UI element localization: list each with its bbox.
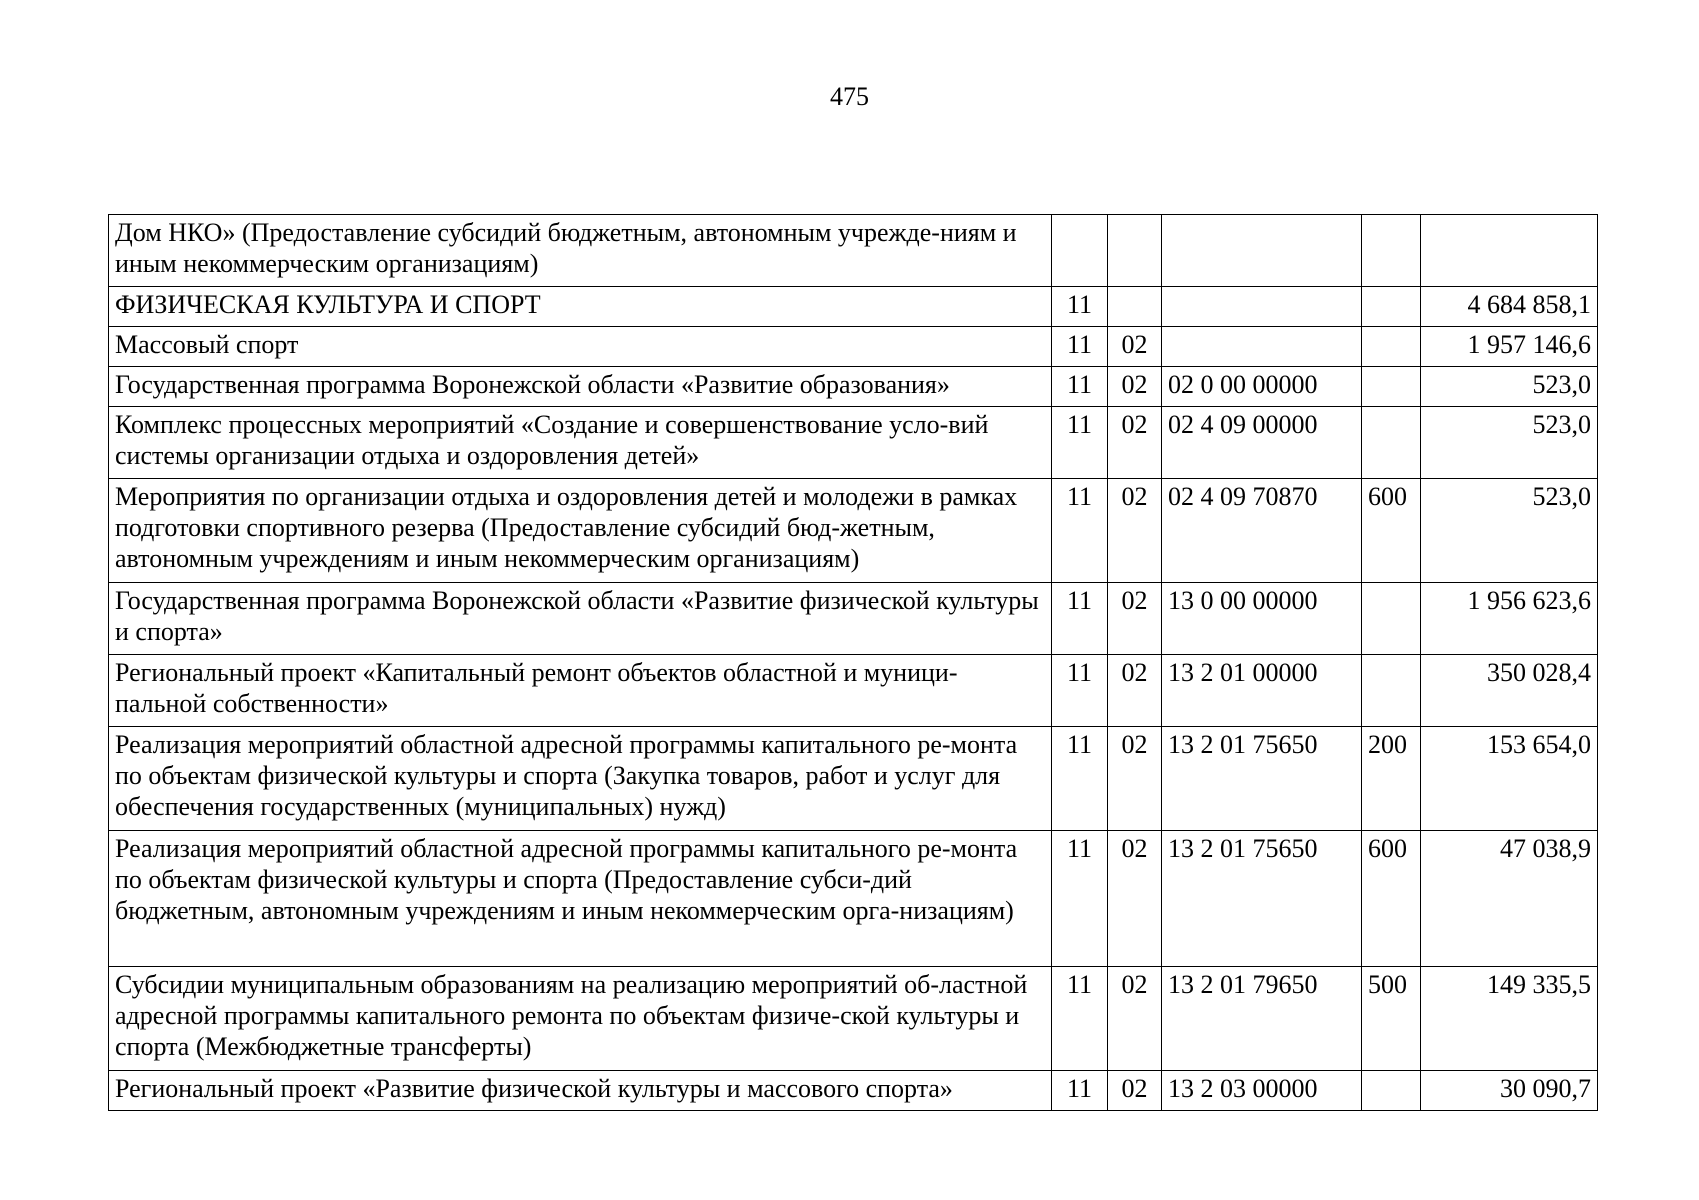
- row-amount-cell: 1 956 623,6: [1421, 583, 1598, 655]
- row-target-article-cell: 13 2 01 00000: [1162, 655, 1362, 727]
- row-target-article-cell: 13 2 01 75650: [1162, 727, 1362, 831]
- row-expense-type-cell: [1362, 1071, 1421, 1111]
- table-row: [109, 1071, 1598, 1111]
- row-subsection-code-cell: 02: [1108, 479, 1162, 583]
- row-expense-type-cell: [1362, 655, 1421, 727]
- row-name-cell: Дом НКО» (Предоставление субсидий бюджетным, автономным учрежде-ниям и иным некоммерческим организациям): [109, 215, 1052, 287]
- row-section-code-cell: [1052, 215, 1108, 287]
- row-subsection-code-cell: 02: [1108, 967, 1162, 1071]
- row-amount-cell: [1421, 215, 1598, 287]
- row-target-article-cell: [1162, 215, 1362, 287]
- table-row: [109, 407, 1598, 479]
- row-amount-cell: 4 684 858,1: [1421, 287, 1598, 327]
- row-name-cell: Мероприятия по организации отдыха и оздоровления детей и молодежи в рамках подготовки спортивного резерва (Предоставление субсидий бюд-жетным, автономным учреждениям и иным некоммерческим организациям): [109, 479, 1052, 583]
- row-subsection-code-cell: 02: [1108, 831, 1162, 967]
- row-amount-cell: 523,0: [1421, 407, 1598, 479]
- row-section-code-cell: 11: [1052, 831, 1108, 967]
- row-subsection-code-cell: 02: [1108, 583, 1162, 655]
- row-target-article-cell: 02 0 00 00000: [1162, 367, 1362, 407]
- row-amount-cell: 523,0: [1421, 479, 1598, 583]
- budget-table: [108, 214, 1598, 1111]
- row-expense-type-cell: [1362, 287, 1421, 327]
- row-name-cell: Комплекс процессных мероприятий «Создание и совершенствование усло-вий системы организации отдыха и оздоровления детей»: [109, 407, 1052, 479]
- row-target-article-cell: 13 2 01 79650: [1162, 967, 1362, 1071]
- row-section-code-cell: 11: [1052, 479, 1108, 583]
- table-row: [109, 215, 1598, 287]
- row-target-article-cell: 13 0 00 00000: [1162, 583, 1362, 655]
- row-expense-type-cell: [1362, 327, 1421, 367]
- row-subsection-code-cell: 02: [1108, 655, 1162, 727]
- row-name-cell: Государственная программа Воронежской области «Развитие физической культуры и спорта»: [109, 583, 1052, 655]
- row-subsection-code-cell: 02: [1108, 327, 1162, 367]
- budget-table-body: [109, 215, 1598, 1111]
- row-section-code-cell: 11: [1052, 967, 1108, 1071]
- row-section-code-cell: 11: [1052, 407, 1108, 479]
- row-amount-cell: 149 335,5: [1421, 967, 1598, 1071]
- row-amount-cell: 350 028,4: [1421, 655, 1598, 727]
- row-section-code-cell: 11: [1052, 367, 1108, 407]
- row-expense-type-cell: [1362, 367, 1421, 407]
- row-section-code-cell: 11: [1052, 1071, 1108, 1111]
- table-row: [109, 655, 1598, 727]
- row-name-cell: Массовый спорт: [109, 327, 1052, 367]
- table-row: [109, 287, 1598, 327]
- row-subsection-code-cell: [1108, 287, 1162, 327]
- row-subsection-code-cell: 02: [1108, 407, 1162, 479]
- table-row: [109, 479, 1598, 583]
- row-amount-cell: 30 090,7: [1421, 1071, 1598, 1111]
- row-amount-cell: 153 654,0: [1421, 727, 1598, 831]
- row-expense-type-cell: 200: [1362, 727, 1421, 831]
- row-amount-cell: 523,0: [1421, 367, 1598, 407]
- row-section-code-cell: 11: [1052, 287, 1108, 327]
- row-subsection-code-cell: 02: [1108, 1071, 1162, 1111]
- row-subsection-code-cell: [1108, 215, 1162, 287]
- table-row: [109, 727, 1598, 831]
- row-name-cell: Реализация мероприятий областной адресной программы капитального ре-монта по объектам физической культуры и спорта (Предоставление субси-дий бюджетным, автономным учреждениям и иным некоммерческим орга-низациям): [109, 831, 1052, 967]
- row-section-code-cell: 11: [1052, 655, 1108, 727]
- row-expense-type-cell: 500: [1362, 967, 1421, 1071]
- row-name-cell: Реализация мероприятий областной адресной программы капитального ре-монта по объектам физической культуры и спорта (Закупка товаров, работ и услуг для обеспечения государственных (муниципальных) нужд): [109, 727, 1052, 831]
- row-amount-cell: 1 957 146,6: [1421, 327, 1598, 367]
- table-row: [109, 327, 1598, 367]
- row-target-article-cell: [1162, 327, 1362, 367]
- row-name-cell: Региональный проект «Развитие физической культуры и массового спорта»: [109, 1071, 1052, 1111]
- page-number: 475: [830, 82, 869, 111]
- row-target-article-cell: 02 4 09 70870: [1162, 479, 1362, 583]
- row-expense-type-cell: [1362, 407, 1421, 479]
- row-name-cell: Государственная программа Воронежской области «Развитие образования»: [109, 367, 1052, 407]
- row-section-code-cell: 11: [1052, 583, 1108, 655]
- table-row: [109, 967, 1598, 1071]
- row-name-cell: Региональный проект «Капитальный ремонт объектов областной и муници-пальной собственности»: [109, 655, 1052, 727]
- row-section-code-cell: 11: [1052, 727, 1108, 831]
- row-subsection-code-cell: 02: [1108, 727, 1162, 831]
- row-expense-type-cell: [1362, 215, 1421, 287]
- row-amount-cell: 47 038,9: [1421, 831, 1598, 967]
- row-section-code-cell: 11: [1052, 327, 1108, 367]
- table-row: [109, 831, 1598, 967]
- row-target-article-cell: 02 4 09 00000: [1162, 407, 1362, 479]
- row-subsection-code-cell: 02: [1108, 367, 1162, 407]
- row-name-cell: ФИЗИЧЕСКАЯ КУЛЬТУРА И СПОРТ: [109, 287, 1052, 327]
- row-target-article-cell: [1162, 287, 1362, 327]
- row-target-article-cell: 13 2 03 00000: [1162, 1071, 1362, 1111]
- table-row: [109, 583, 1598, 655]
- row-expense-type-cell: 600: [1362, 479, 1421, 583]
- row-expense-type-cell: 600: [1362, 831, 1421, 967]
- row-name-cell: Субсидии муниципальным образованиям на реализацию мероприятий об-ластной адресной программы капитального ремонта по объектам физиче-ской культуры и спорта (Межбюджетные трансферты): [109, 967, 1052, 1071]
- table-row: [109, 367, 1598, 407]
- row-expense-type-cell: [1362, 583, 1421, 655]
- row-target-article-cell: 13 2 01 75650: [1162, 831, 1362, 967]
